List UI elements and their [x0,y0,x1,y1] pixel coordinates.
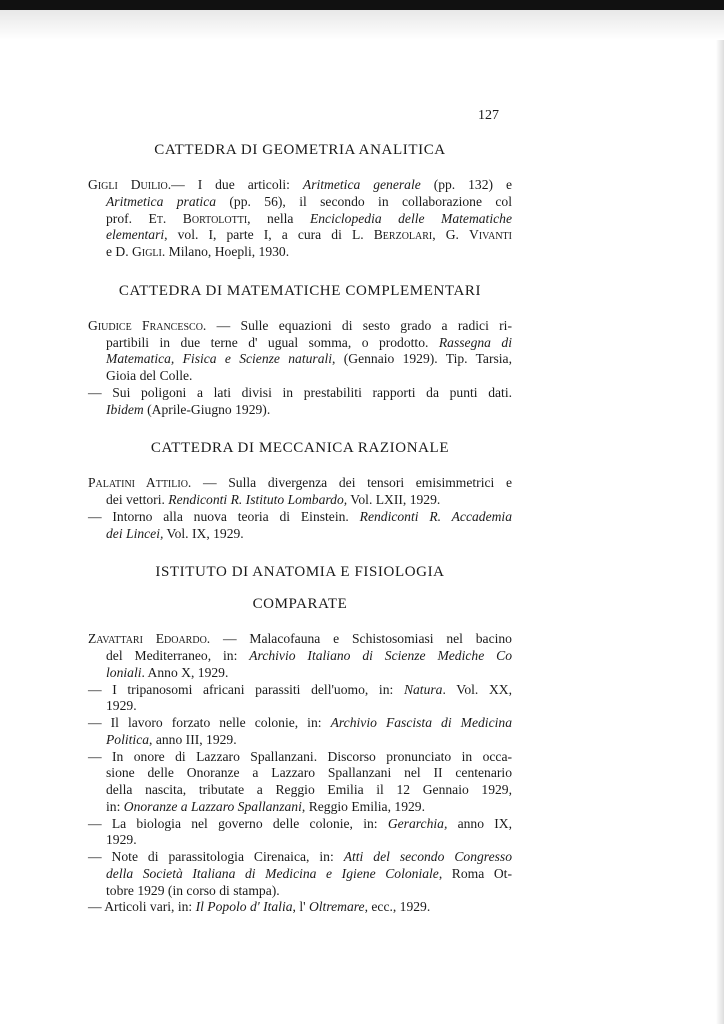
text-line [88,715,512,732]
text-line [88,351,512,368]
text-segment: 1929. [106,698,137,714]
italic-title: Archivio Italiano di Scienze Mediche Co [249,648,512,663]
italic-title: Natura [403,681,443,697]
italic-title: loniali [106,664,142,680]
text-line [88,211,512,228]
text-line [88,648,512,665]
text-line [88,665,512,682]
text-segment: , G. [432,227,470,243]
text-segment: , anno III, 1929. [149,731,237,747]
text-segment: — Intorno alla nuova teoria di Einstein. [88,508,360,524]
italic-title: elementari [106,227,165,243]
text-line [88,402,512,419]
text-line [88,698,512,715]
text-segment: — Sulle equazioni di sesto grado a radici ri- [206,317,512,333]
section-heading: CATTEDRA DI MATEMATICHE COMPLEMENTARI [118,282,482,299]
text-line [88,799,512,816]
text-line [88,492,512,509]
text-line [88,682,512,699]
text-line [88,732,512,749]
text-segment: prof. [106,210,149,226]
page-body [88,142,512,938]
text-segment: , (Gennaio 1929). Tip. Tarsia, [332,351,512,367]
text-line [88,849,512,866]
italic-title: Gerarchia, [387,815,448,831]
text-segment: — La biologia nel governo delle colonie, in: [88,815,388,831]
text-segment: partibili in due terne d' ugual somma, o prodotto. [106,334,439,350]
italic-title: Aritmetica generale [302,177,421,192]
text-segment: — In onore di Lazzaro Spallanzani. Discorso pronunciato in occa- [88,748,512,764]
text-segment: Vol. LXII, 1929. [347,492,441,507]
bibliography-entries [88,631,512,916]
text-line [88,883,512,900]
text-segment: nella [250,210,310,226]
italic-title: Il Popolo d' Italia [195,899,293,915]
bibliography-entries [88,475,512,542]
italic-title: dei Lincei, [106,525,164,541]
author-name: Berzolari [373,227,433,243]
text-line [88,782,512,799]
author-name: Vivanti [469,227,512,243]
text-segment: , Reggio Emilia, 1929. [301,798,425,814]
italic-title: Ibidem [106,401,144,417]
text-segment: . Anno X, 1929. [141,664,229,680]
text-segment: — Sulla divergenza dei tensori emisimmetrici e [191,475,512,491]
italic-title: Enciclopedia delle Matematiche [309,210,512,226]
text-line [88,318,512,335]
text-segment: — Note di parassitologia Cirenaica, in: [88,849,344,864]
italic-title: Archivio Fascista di Medicina [330,715,512,730]
text-segment: — I tripanosomi africani parassiti dell'uomo, in: [88,681,404,697]
scan-top-border [0,0,724,10]
section [88,440,512,542]
text-line [88,816,512,833]
text-line [88,385,512,402]
scan-right-edge [716,40,724,1024]
text-segment: sione delle Onoranze a Lazzaro Spallanzani nel II centenario [106,765,512,781]
text-line [88,832,512,849]
italic-title: Rendiconti R. Istituto Lombardo, [168,492,348,507]
text-line [88,244,512,261]
text-segment: , l' [292,899,309,915]
italic-title: Matematica, Fisica e Scienze naturali [106,351,333,367]
text-line [88,177,512,194]
text-segment: — I due articoli: [171,177,303,192]
text-segment: anno IX, [447,815,513,831]
italic-title: Atti del secondo Congresso [343,849,513,864]
bibliography-entries [88,318,512,419]
scan-noise [0,10,724,40]
text-segment: 1929. [106,832,137,848]
text-segment: (Aprile-Giugno 1929). [143,401,271,417]
text-segment: del Mediterraneo, in: [106,648,250,663]
text-segment: , ecc., 1929. [364,899,431,915]
text-line [88,526,512,543]
section-heading: COMPARATE [252,596,348,613]
text-segment: dei vettori. [106,492,169,507]
text-segment: , Roma Ot- [438,865,512,881]
italic-title: Rendiconti R. Accademia [359,508,513,524]
text-line [88,227,512,244]
text-segment: (pp. 56), il secondo in collaborazione col [216,193,512,209]
text-line [88,749,512,766]
bibliography-entries [88,177,512,261]
italic-title: Aritmetica pratica [106,193,217,209]
author-name: Et. Bortolotti, [148,210,251,226]
text-segment: tobre 1929 (in corso di stampa). [106,882,280,898]
italic-title: Onoranze a Lazzaro Spallanzani [123,798,302,814]
text-line [88,866,512,883]
author-name: Gigli [132,244,162,259]
section [88,564,512,916]
text-line [88,194,512,211]
section-heading: CATTEDRA DI GEOMETRIA ANALITICA [154,142,446,158]
text-segment: e D. [106,244,133,259]
text-segment: Vol. IX, 1929. [163,525,244,541]
text-segment: Gioia del Colle. [106,368,193,383]
text-segment: . Vol. XX, [442,681,512,697]
text-segment: , vol. I, parte I, a cura di L. [164,227,374,243]
italic-title: della Società Italiana di Medicina e Igiene Coloniale [106,865,439,881]
author-name: Gigli Duilio. [88,177,172,192]
author-name: Zavattari Edoardo. [88,631,211,647]
text-segment: della nascita, tributate a Reggio Emilia il 12 Gennaio 1929, [106,782,512,797]
text-line [88,509,512,526]
text-line [88,631,512,648]
text-segment: (pp. 132) e [420,177,513,192]
text-line [88,899,512,916]
author-name: Giudice Francesco. [88,317,207,333]
text-segment: — Malacofauna e Schistosomiasi nel bacino [210,631,512,647]
section [88,283,512,419]
text-line [88,368,512,385]
section-heading: CATTEDRA DI MECCANICA RAZIONALE [150,440,450,457]
italic-title: Oltremare [308,899,365,915]
page-number: 127 [478,108,499,123]
text-segment: — Il lavoro forzato nelle colonie, in: [88,715,331,730]
text-line [88,335,512,352]
text-segment: — Articoli vari, in: [88,899,196,915]
italic-title: Politica [106,731,150,747]
section-heading: ISTITUTO DI ANATOMIA E FISIOLOGIA [155,564,445,581]
author-name: Palatini Attilio. [88,475,192,491]
text-line [88,765,512,782]
text-segment: . Milano, Hoepli, 1930. [161,244,290,259]
text-segment: — Sui poligoni a lati divisi in prestabiliti rapporti da punti dati. [88,384,512,400]
section [88,142,512,261]
italic-title: Rassegna di [438,334,512,350]
text-line [88,475,512,492]
text-segment: in: [106,798,124,814]
